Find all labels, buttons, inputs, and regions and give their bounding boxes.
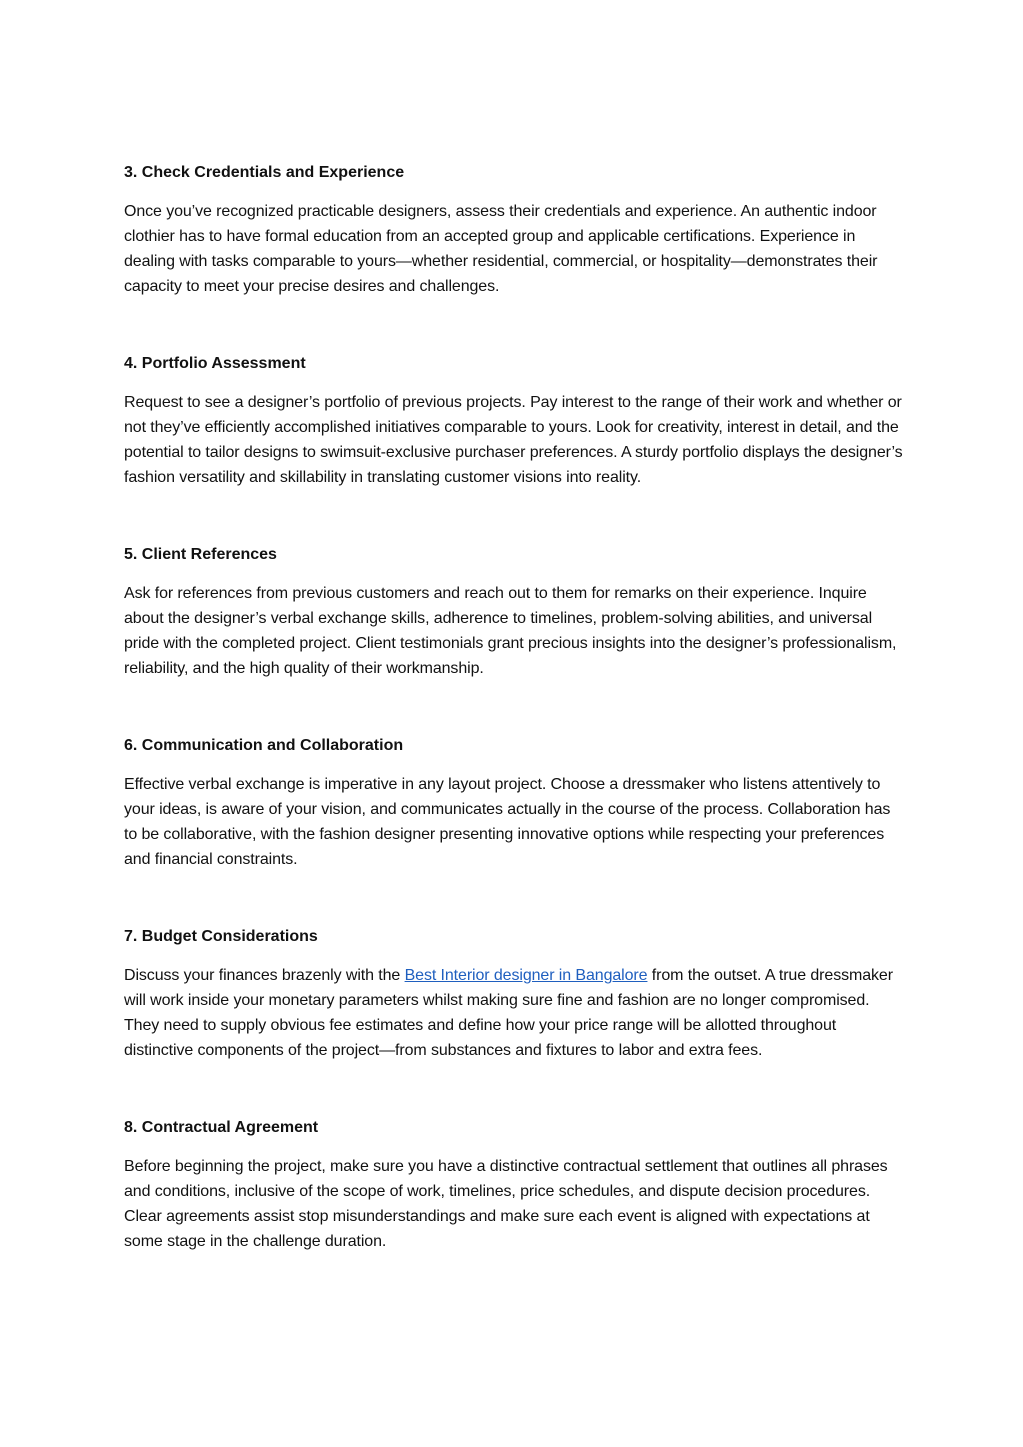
section-body: Before beginning the project, make sure you have a distinctive contractual settlement that outlines all phrases and conditions, inclusive of the scope of work, timelines, price schedules, and dispute decision procedures. Clear agreements assist stop misunderstandings and make sure each event is aligned with expectations at some stage in the challenge duration.	[124, 1158, 888, 1250]
section-communication	[124, 733, 904, 872]
section-credentials	[124, 160, 904, 299]
section-body: Effective verbal exchange is imperative in any layout project. Choose a dressmaker who listens attentively to your ideas, is aware of your vision, and communicates actually in the course of the process. Collaboration has to be collaborative, with the fashion designer presenting innovative options while respecting your preferences and financial constraints.	[124, 776, 891, 868]
body-text-before-link: Discuss your finances brazenly with the	[124, 967, 405, 984]
section-heading: 8. Contractual Agreement	[124, 1119, 319, 1136]
section-body	[124, 963, 904, 1063]
document-page	[124, 160, 904, 1254]
section-heading: 7. Budget Considerations	[124, 928, 318, 945]
section-body: Ask for references from previous customers and reach out to them for remarks on their experience. Inquire about the designer’s verbal exchange skills, adherence to timelines, problem-solving abilities, and universal pride with the completed project. Client testimonials grant precious insights into the designer’s professionalism, reliability, and the high quality of their workmanship.	[124, 585, 897, 677]
interior-designer-link[interactable]: Best Interior designer in Bangalore	[404, 967, 648, 984]
body-text-after-link: from the outset. A true dressmaker will work inside your monetary parameters whilst making sure fine and fashion are no longer compromised. They need to supply obvious fee estimates and define how your price range will be allotted throughout distinctive components of the project—from substances and fixtures to labor and extra fees.	[124, 967, 893, 1059]
section-heading: 4. Portfolio Assessment	[124, 355, 306, 372]
section-heading: 5. Client References	[124, 546, 277, 563]
section-portfolio	[124, 351, 904, 490]
section-body: Request to see a designer’s portfolio of previous projects. Pay interest to the range of their work and whether or not they’ve efficiently accomplished initiatives comparable to yours. Look for creativity, interest in detail, and the potential to tailor designs to swimsuit-exclusive purchaser preferences. A sturdy portfolio displays the designer’s fashion versatility and skillability in translating customer visions into reality.	[124, 394, 903, 486]
section-budget	[124, 924, 904, 1063]
section-heading: 3. Check Credentials and Experience	[124, 164, 405, 181]
section-body: Once you’ve recognized practicable designers, assess their credentials and experience. An authentic indoor clothier has to have formal education from an accepted group and applicable certifications. Experience in dealing with tasks comparable to yours—whether residential, commercial, or hospitality—demonstrates their capacity to meet your precise desires and challenges.	[124, 203, 878, 295]
section-contract	[124, 1115, 904, 1254]
section-references	[124, 542, 904, 681]
section-heading: 6. Communication and Collaboration	[124, 737, 404, 754]
